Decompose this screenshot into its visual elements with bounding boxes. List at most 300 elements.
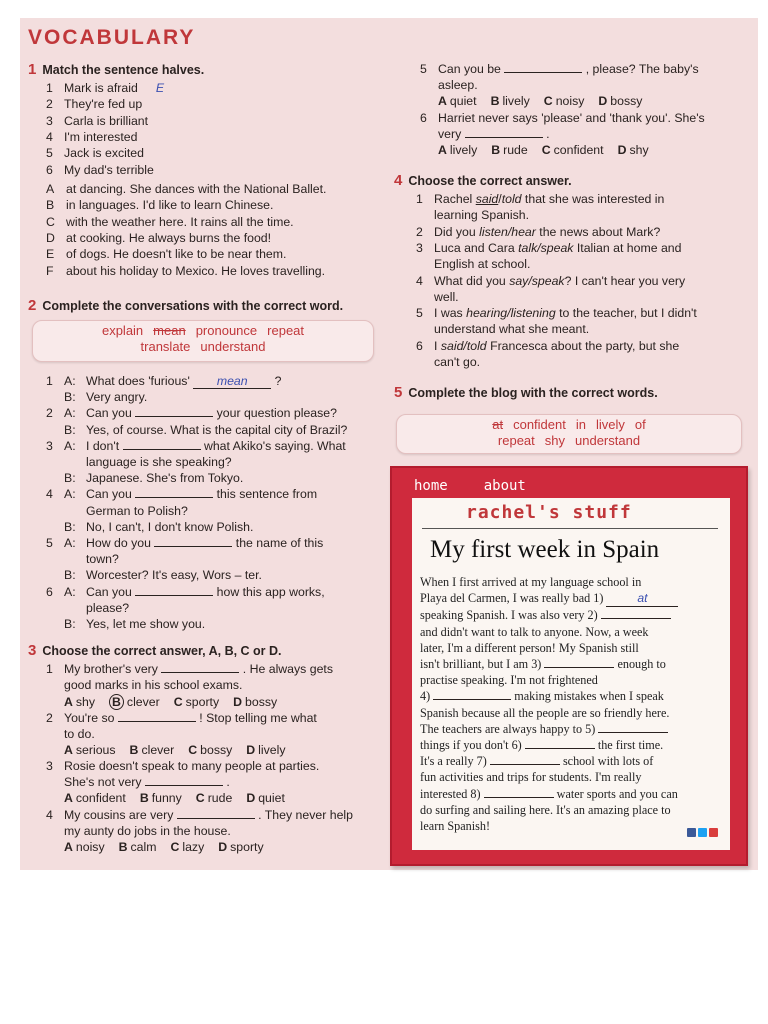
blog-nav <box>414 478 562 494</box>
ex5-number: 5 <box>394 384 403 401</box>
blog-answer-blank[interactable] <box>433 689 511 700</box>
blog-line <box>420 640 722 656</box>
ex4-line <box>416 306 697 320</box>
ex2-line <box>46 374 282 389</box>
option[interactable] <box>438 143 477 157</box>
ending-letter: D <box>46 230 55 245</box>
option[interactable] <box>170 840 204 854</box>
option-text: confident <box>553 142 604 157</box>
blog-post <box>412 498 730 850</box>
option-text: confident <box>75 791 126 805</box>
option-text: lively <box>502 94 530 108</box>
option-text: bossy <box>610 94 643 108</box>
question-text: . They never help <box>254 807 353 822</box>
item-number: 5 <box>46 146 53 161</box>
ex3-question-cont <box>64 678 242 692</box>
question-text: ! Stop telling me what <box>195 710 317 725</box>
blog-text: the first time. <box>594 738 664 753</box>
option-letter: B <box>139 791 149 805</box>
ex3-options <box>438 94 656 108</box>
line-text: Japanese. She's from Tokyo. <box>86 471 244 486</box>
blog-line <box>420 786 722 802</box>
line-text: to the teacher, but I didn't <box>555 306 697 321</box>
line-text: that she was interested in <box>521 192 665 206</box>
option-text: sporty <box>230 839 264 854</box>
line-text: Luca and Cara <box>434 240 519 255</box>
option-letter: D <box>218 839 228 854</box>
question-text: very <box>438 126 462 141</box>
item-number: 3 <box>46 438 53 453</box>
worksheet-page <box>20 18 758 870</box>
option-letter: B <box>490 94 500 108</box>
speaker: B: <box>64 568 76 583</box>
ex1-item <box>46 81 164 95</box>
blog-text: making mistakes when I speak <box>511 689 664 704</box>
item-number: 6 <box>416 338 423 353</box>
ex2-line <box>46 552 119 566</box>
line-text: Did you <box>434 224 480 239</box>
item-text: They're fed up <box>64 97 143 112</box>
blog-line <box>420 607 722 623</box>
ending-letter: F <box>46 263 54 278</box>
ex3-question-cont <box>438 78 478 92</box>
blog-text: do surfing and sailing here. It's an amazing place to <box>420 802 671 817</box>
line-text: German to Polish? <box>86 503 188 518</box>
line-text: listen/hear <box>479 224 536 239</box>
option-letter: D <box>246 791 256 805</box>
blog-answer-blank[interactable] <box>490 754 560 765</box>
blog-text: When I first arrived at my language school in <box>420 575 642 589</box>
line-text: I <box>434 338 441 353</box>
option[interactable] <box>64 743 116 757</box>
option[interactable] <box>140 791 182 805</box>
ex4-title: Choose the correct answer. <box>408 174 572 188</box>
ex3-heading <box>28 642 282 659</box>
option-letter: C <box>170 839 180 854</box>
line-text: understand what she meant. <box>434 322 590 337</box>
blog-text: Playa del Carmen, I was really bad 1) <box>420 591 604 606</box>
ex2-line <box>46 390 147 404</box>
blog-divider <box>422 528 718 529</box>
facebook-icon[interactable] <box>687 828 696 837</box>
word-confident: confident <box>513 417 566 432</box>
answer-blank[interactable] <box>145 775 223 786</box>
blog-line <box>420 624 722 640</box>
ending-letter: E <box>46 247 55 262</box>
blog-text: isn't brilliant, but I am 3) <box>420 657 542 672</box>
ex1-ending <box>46 231 271 245</box>
option-letter: B <box>118 839 128 854</box>
ex1-ending <box>46 264 325 278</box>
blog-line <box>420 672 722 688</box>
ex4-heading <box>394 172 572 189</box>
ex3-question <box>46 759 319 773</box>
option-text: funny <box>151 791 182 805</box>
option[interactable] <box>598 94 642 108</box>
answer-blank[interactable] <box>177 808 255 819</box>
ending-text: at dancing. She dances with the National Ballet. <box>66 182 327 196</box>
page-title: VOCABULARY <box>28 26 196 49</box>
ex2-line <box>46 455 232 469</box>
line-text: Can you <box>86 406 136 421</box>
item-number: 1 <box>46 662 53 676</box>
blog-answer-blank[interactable] <box>598 722 668 733</box>
blog-title: My first week in Spain <box>430 536 660 563</box>
social-icons <box>685 824 718 842</box>
line-text: language is she speaking? <box>86 455 232 469</box>
ex3-question <box>46 711 317 725</box>
line-text: Yes, let me show you. <box>86 617 206 631</box>
blog-line <box>420 753 722 769</box>
blog-text: 4) <box>420 689 431 704</box>
word-in: in <box>575 417 586 432</box>
option[interactable] <box>196 791 233 805</box>
line-text: said <box>475 192 499 206</box>
ex2-line <box>46 536 323 550</box>
line-text: I was <box>434 306 467 321</box>
option-letter: D <box>233 695 243 709</box>
blog-line <box>420 688 722 704</box>
ending-letter: A <box>46 182 55 196</box>
word-repeat: repeat <box>267 323 305 338</box>
speaker: B: <box>64 471 76 486</box>
item-number: 3 <box>46 113 53 128</box>
ex1-title: Match the sentence halves. <box>42 63 205 77</box>
word-understand: understand <box>575 433 641 448</box>
line-text: can't go. <box>434 355 481 369</box>
line-text: Can you <box>86 584 136 599</box>
speaker: B: <box>64 617 76 631</box>
option-text: quiet <box>258 791 285 805</box>
option[interactable] <box>119 840 157 854</box>
line-text: Worcester? It's easy, Wors – ter. <box>86 568 262 583</box>
option-letter: A <box>64 695 73 709</box>
ending-text: in languages. I'd like to learn Chinese. <box>66 198 274 213</box>
item-number: 1 <box>416 192 423 206</box>
ending-text: of dogs. He doesn't like to be near them. <box>66 247 287 262</box>
ex5-word-box <box>396 414 742 454</box>
answer-blank[interactable] <box>161 662 239 673</box>
question-text: She's not very <box>64 775 142 789</box>
option-text: noisy <box>555 94 585 108</box>
item-text: I'm interested <box>64 129 138 144</box>
option[interactable] <box>218 840 263 854</box>
option[interactable] <box>64 840 105 854</box>
item-text: Carla is brilliant <box>64 113 149 128</box>
option[interactable] <box>174 695 219 709</box>
line-text: How do you <box>86 536 155 550</box>
line-text: hearing/listening <box>466 306 556 321</box>
line-text: What does 'furious' <box>86 374 194 388</box>
line-text: learning Spanish. <box>434 208 530 223</box>
line-text: Yes, of course. What is the capital city of Brazil? <box>86 422 348 437</box>
option-text: rude <box>503 142 528 157</box>
ex4-line <box>416 322 589 336</box>
option-text: bossy <box>245 695 278 709</box>
answer-blank[interactable] <box>465 127 543 138</box>
option-letter: B <box>109 694 124 710</box>
ex2-line <box>46 423 347 437</box>
line-text: What did you <box>434 273 510 288</box>
option[interactable] <box>130 743 175 757</box>
blog-answer-blank[interactable] <box>484 787 554 798</box>
speaker: A: <box>64 487 76 502</box>
ex4-line <box>416 241 681 255</box>
ending-text: at cooking. He always burns the food! <box>66 230 272 245</box>
blog-text: Spanish because all the people are so friendly here. <box>420 705 670 720</box>
option-letter: D <box>246 742 256 757</box>
answer-blank[interactable] <box>118 711 196 722</box>
answer-blank[interactable] <box>135 406 213 417</box>
ex3-options <box>438 143 663 157</box>
option-letter: B <box>129 742 139 757</box>
line-text: the news about Mark? <box>535 224 661 239</box>
ex5-title: Complete the blog with the correct words. <box>408 386 658 400</box>
line-text: talk/speak <box>518 240 574 255</box>
line-text: / <box>498 192 502 206</box>
blog-answer-blank[interactable] <box>601 608 671 619</box>
word-explain: explain <box>101 323 144 338</box>
option[interactable] <box>64 791 126 805</box>
speaker: A: <box>64 374 76 388</box>
question-text: . He always gets <box>239 662 333 676</box>
answer-blank[interactable] <box>135 585 213 596</box>
item-number: 3 <box>416 240 423 255</box>
ex1-item <box>46 97 142 111</box>
ex1-ending <box>46 215 294 229</box>
line-text: ? I can't hear you very <box>564 273 686 288</box>
option-text: clever <box>141 742 175 757</box>
option-letter: A <box>64 839 73 854</box>
item-text: Jack is excited <box>64 146 144 161</box>
twitter-icon[interactable] <box>698 828 707 837</box>
item-number: 3 <box>46 759 53 773</box>
ex2-word-box <box>32 320 374 362</box>
blog-body <box>420 574 722 834</box>
option-letter: C <box>541 142 551 157</box>
item-number: 2 <box>46 406 53 421</box>
option-text: clever <box>126 695 160 709</box>
line-text: this sentence from <box>213 487 318 502</box>
item-number: 1 <box>46 81 53 95</box>
question-text: Harriet never says 'please' and 'thank you'. She's <box>438 110 705 125</box>
option-text: noisy <box>75 839 105 854</box>
answer-blank[interactable]: mean <box>193 374 271 389</box>
ex5-heading <box>394 384 658 401</box>
option-text: serious <box>75 742 116 757</box>
ex2-title: Complete the conversations with the correct word. <box>42 299 344 313</box>
answer-blank[interactable] <box>135 487 213 498</box>
word-repeat: repeat <box>497 433 535 448</box>
ending-letter: C <box>46 214 55 229</box>
item-number: 4 <box>46 807 53 822</box>
word-understand: understand <box>200 339 266 354</box>
blog-text: and didn't want to talk to anyone. Now, a week <box>420 624 649 639</box>
question-text: my aunty do jobs in the house. <box>64 823 231 838</box>
ex4-number: 4 <box>394 172 403 189</box>
speaker: A: <box>64 536 76 550</box>
line-text: I don't <box>86 438 123 453</box>
option-text: lively <box>258 742 286 757</box>
ex2-line <box>46 504 188 518</box>
word-of: of <box>634 417 646 432</box>
handwritten-answer: E <box>155 81 165 95</box>
share-icon[interactable] <box>709 828 718 837</box>
ex2-line <box>46 520 253 534</box>
option[interactable] <box>542 143 604 157</box>
item-number: 4 <box>46 129 53 144</box>
option-text: bossy <box>200 742 233 757</box>
item-number: 5 <box>46 536 53 550</box>
word-translate: translate <box>140 339 191 354</box>
ex3-question-cont <box>64 775 230 789</box>
option-letter: C <box>543 94 553 108</box>
ex3-options <box>64 694 291 710</box>
option-text: lazy <box>182 839 205 854</box>
option-letter: A <box>438 94 447 108</box>
blog-answer-blank[interactable] <box>544 657 614 668</box>
line-text: your question please? <box>213 406 337 421</box>
blog-answer-blank[interactable]: at <box>606 590 678 607</box>
option-text: calm <box>130 839 157 854</box>
ex2-line <box>46 487 317 501</box>
ex3-options <box>64 791 299 805</box>
item-number: 2 <box>416 224 423 239</box>
line-text: Rachel <box>434 192 476 206</box>
option[interactable] <box>544 94 585 108</box>
ex2-line <box>46 471 243 485</box>
option-letter: A <box>438 142 447 157</box>
line-text: well. <box>434 289 459 304</box>
option[interactable] <box>109 694 160 710</box>
ex3-question <box>420 111 705 125</box>
ex3-options <box>64 840 278 854</box>
item-number: 5 <box>420 62 427 76</box>
item-text: My dad's terrible <box>64 162 154 177</box>
option[interactable] <box>188 743 232 757</box>
line-text: Francesca about the party, but she <box>486 338 680 353</box>
ex2-heading <box>28 297 343 314</box>
question-text: asleep. <box>438 78 478 92</box>
option[interactable] <box>491 94 530 108</box>
question-text: , please? The baby's <box>582 62 699 76</box>
item-number: 2 <box>46 97 53 112</box>
word-at: at <box>492 417 504 432</box>
blog-answer-blank[interactable] <box>525 738 595 749</box>
item-number: 2 <box>46 710 53 725</box>
line-text: ? <box>271 374 282 388</box>
ending-letter: B <box>46 198 55 213</box>
line-text: how this app works, <box>213 584 325 599</box>
blog-line <box>420 705 722 721</box>
speaker: B: <box>64 390 76 405</box>
ending-text: with the weather here. It rains all the time. <box>66 214 294 229</box>
question-text: . <box>222 775 230 789</box>
ex1-ending <box>46 198 273 212</box>
option-letter: A <box>64 742 73 757</box>
blog-nav-about[interactable]: about <box>483 478 526 494</box>
blog-text: practise speaking. I'm not frightened <box>420 673 598 688</box>
ex4-line <box>416 208 529 222</box>
item-text: Mark is afraid <box>64 81 138 95</box>
item-number: 4 <box>416 273 423 288</box>
item-number: 1 <box>46 374 53 388</box>
blog-text: water sports and you can <box>553 786 678 801</box>
speaker: B: <box>64 519 76 534</box>
answer-blank[interactable] <box>154 536 232 547</box>
blog-line <box>420 721 722 737</box>
ex4-line <box>416 355 480 369</box>
item-number: 6 <box>46 162 53 177</box>
option-letter: B <box>491 142 501 157</box>
option[interactable] <box>64 695 95 709</box>
ex2-line <box>46 585 325 599</box>
ex1-number: 1 <box>28 61 37 78</box>
answer-blank[interactable] <box>123 439 201 450</box>
ex1-item <box>46 163 154 177</box>
question-text: good marks in his school exams. <box>64 678 243 692</box>
line-text: town? <box>86 552 119 567</box>
question-text: to do. <box>64 726 95 741</box>
question-text: You're so <box>64 710 118 725</box>
blog-line <box>420 769 722 785</box>
blog-tagline: rachel's stuff <box>466 502 632 523</box>
line-text: say/speak <box>509 273 565 288</box>
option[interactable] <box>246 743 285 757</box>
question-text: . <box>542 126 550 141</box>
speaker: A: <box>64 438 76 453</box>
blog-text: It's a really 7) <box>420 754 487 769</box>
option-letter: D <box>617 142 627 157</box>
option[interactable] <box>438 94 477 108</box>
question-text: Rosie doesn't speak to many people at parties. <box>64 759 320 773</box>
answer-blank[interactable] <box>504 62 582 73</box>
ex1-item <box>46 146 144 160</box>
question-text: My brother's very <box>64 662 162 676</box>
ex1-ending <box>46 247 286 261</box>
option-text: sporty <box>185 695 220 709</box>
blog-line <box>420 802 722 818</box>
ex2-line <box>46 439 346 453</box>
line-text: Italian at home and <box>573 240 682 255</box>
line-text: Very angry. <box>86 390 148 405</box>
ex3-options <box>64 743 300 757</box>
option-letter: C <box>188 742 198 757</box>
option[interactable] <box>491 143 528 157</box>
blog-text: things if you don't 6) <box>420 738 522 753</box>
ex2-line <box>46 601 129 615</box>
line-text: told <box>501 192 522 206</box>
line-text: No, I can't, I don't know Polish. <box>86 519 254 534</box>
blog-line <box>420 737 722 753</box>
item-number: 6 <box>420 110 427 125</box>
ex1-ending <box>46 182 326 196</box>
ex1-item <box>46 114 148 128</box>
ex1-item <box>46 130 137 144</box>
blog-panel <box>390 466 748 866</box>
line-text: what Akiko's saying. What <box>200 438 346 453</box>
item-number: 6 <box>46 584 53 599</box>
blog-text: later, I'm a different person! My Spanish still <box>420 640 639 655</box>
option-text: shy <box>629 142 649 157</box>
option[interactable] <box>618 143 649 157</box>
option[interactable] <box>246 791 285 805</box>
option[interactable] <box>233 695 277 709</box>
blog-nav-home[interactable]: home <box>414 478 448 494</box>
option-letter: A <box>64 791 73 805</box>
speaker: A: <box>64 584 76 599</box>
line-text: said/told <box>440 338 487 353</box>
